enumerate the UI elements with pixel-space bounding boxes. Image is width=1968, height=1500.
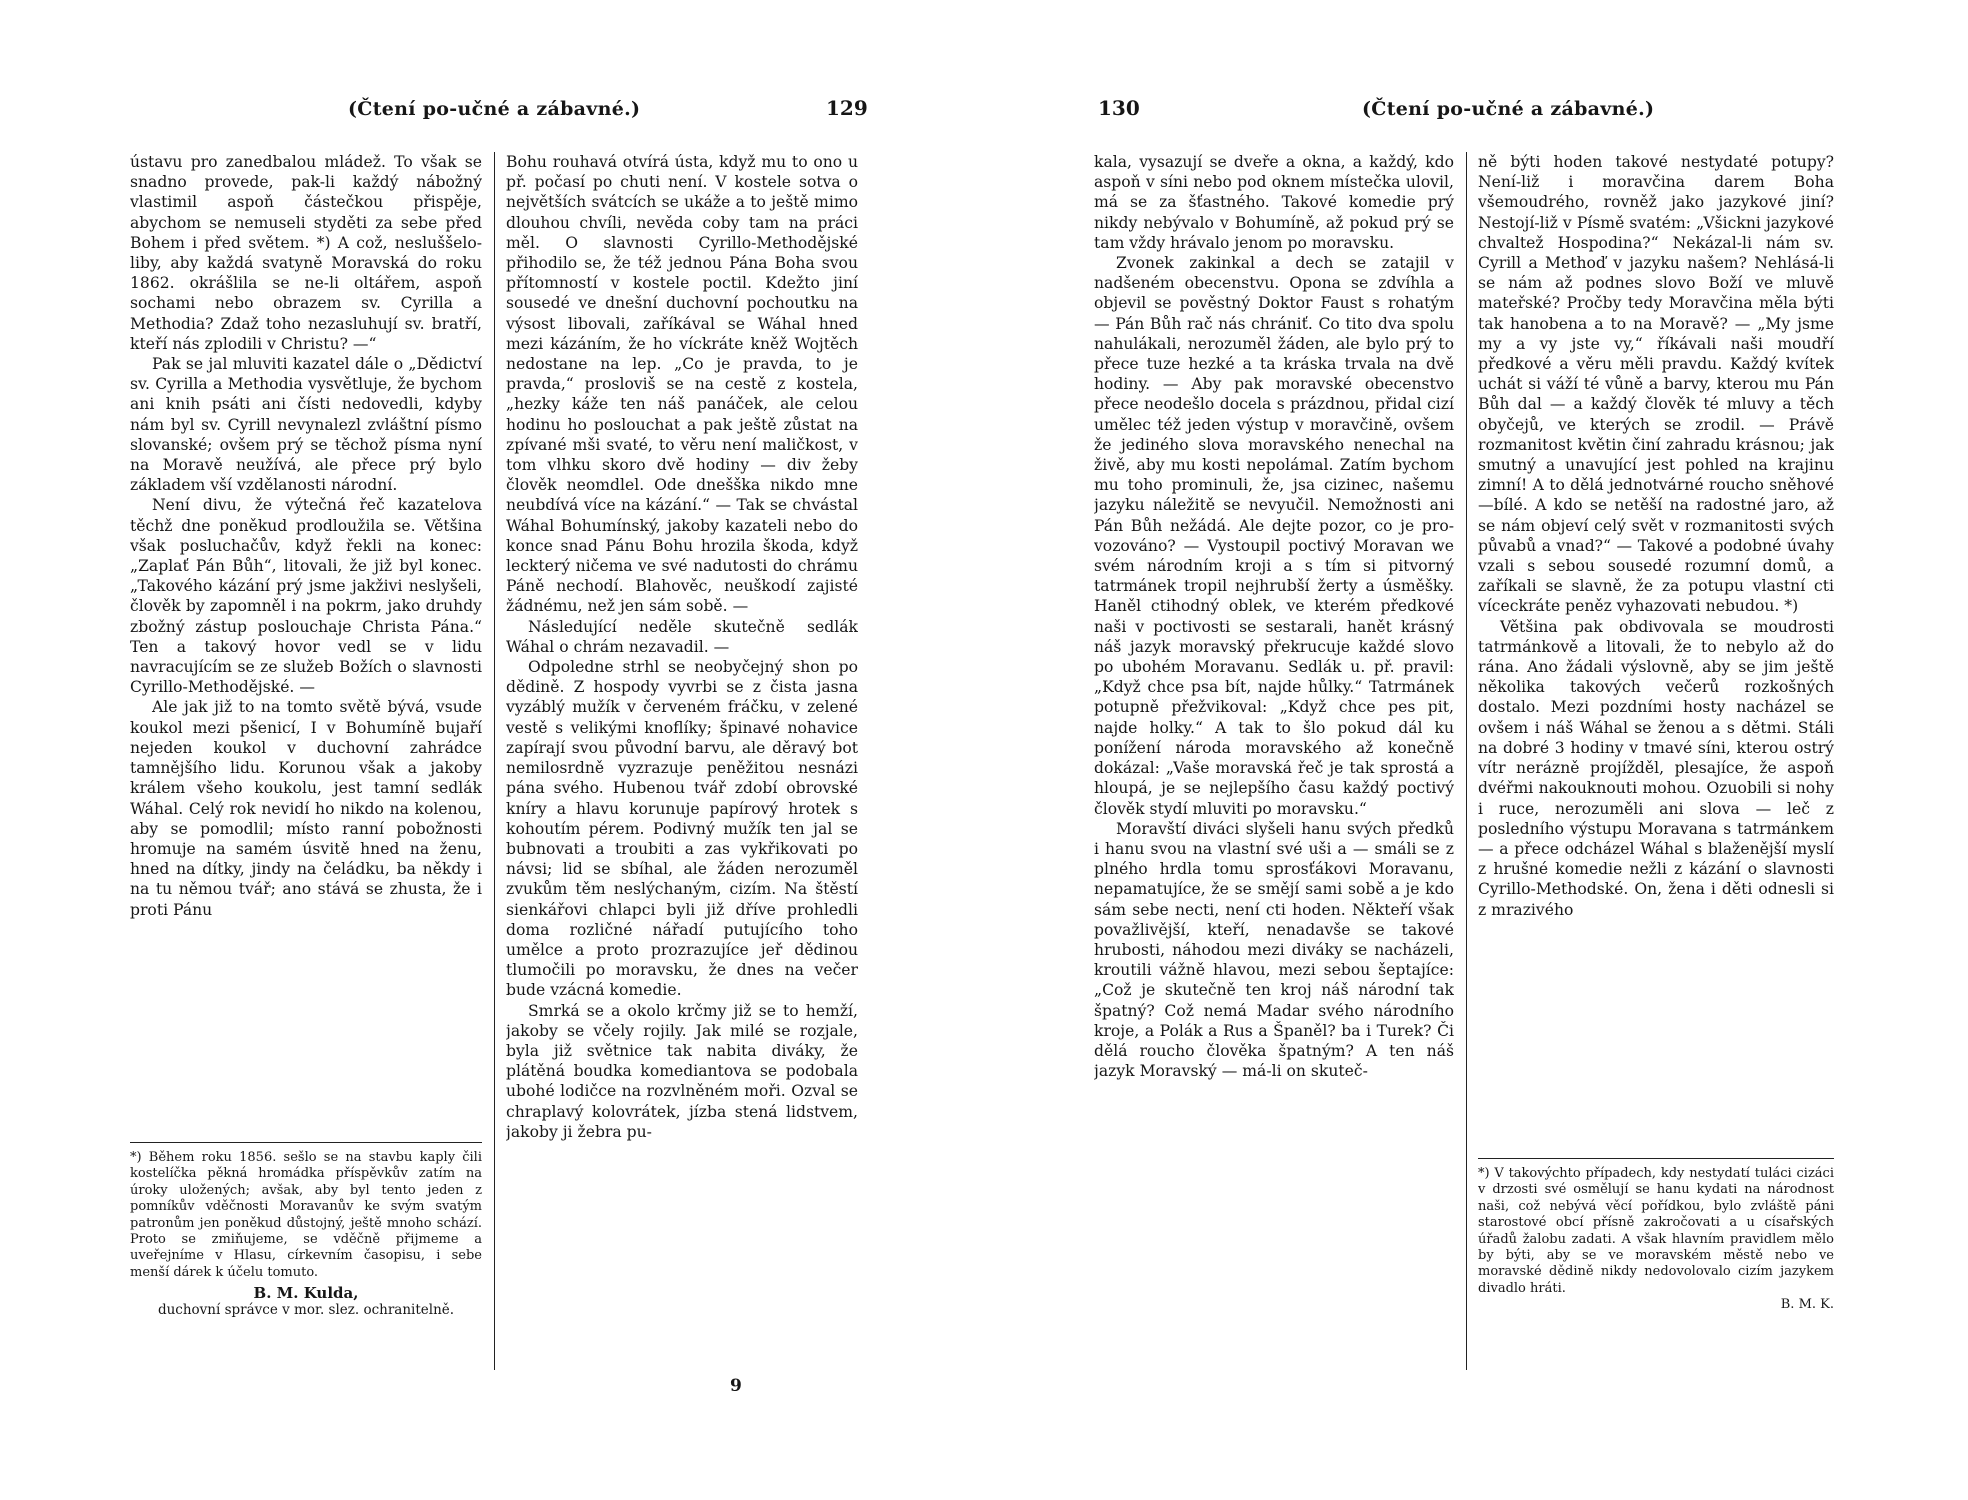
- paragraph: Bohu rouhavá otvírá ústa, když mu to ono u př. počasí po chuti není. V kostele sotva o největších svátcích se ukáže a to ještě mimo dlouhou chvíli, nevěda coby tam na práci měl. O slavnosti Cyrillo-Methodějské přihodilo se, že též jednou Pána Boha svou přítomností v kostele poctil. Kdežto jiní sousedé ve dnešní duchovní pochoutku na výsost libovali, zaříkával se Wáhal hned mezi kázáním, že ho víckráte kněž Wojtěch nedostane na lep. „Co je pravda, to je pravda,“ prosloviš se na cestě z kostela, „hezky káže ten náš panáček, ale celou hodinu ho poslouchat a pak ještě zůstat na zpívané mši svaté, to věru není maličkost, v tom vlhku skoro dvě hodiny — div žeby člověk neomdlel. Ode dnešška nikdo mne neubdívá více na kázání.“ — Tak se chvástal Wáhal Bohumínský, jakoby kazateli nebo do konce snad Pánu Bohu hrozila škoda, když leckterý ničema ve své nadutosti do chrámu Páně nechodí. Blahověc, neuškodí zajisté žádnému, než jen sám sobě. —: [506, 153, 858, 616]
- column-rule: [1466, 152, 1467, 1370]
- right-page: [984, 0, 1968, 1500]
- footnote-rule: [130, 1142, 482, 1143]
- left-column-1: [130, 152, 482, 1130]
- sheet-signature: 9: [730, 1376, 742, 1396]
- footnote-text: *) V takovýchto případech, kdy nestydatí tuláci cizáci v drzosti své osmělují se hanu kydati na národnost naši, což nebývá věcí pořídkou, bylo zvláště páni starostové obcí přísně zakročovati a u císařských úřadů žalobu zadati. A však hlavním pravidlem mělo by býti, aby se ve moravském městě nebo ve moravské dědině nikdy nedovolovalo cizím jazykem divadlo hráti.: [1478, 1166, 1834, 1296]
- paragraph: Následující neděle skutečně sedlák Wáhal o chrám nezavadil. —: [506, 617, 858, 656]
- left-column-2: [506, 152, 858, 1360]
- column-rule: [494, 152, 495, 1370]
- paragraph: Smrká se a okolo krčmy již se to hemží, jakoby se včely rojily. Jak milé se rozjale, byla již světnice tak nabita diváky, že plátěná boudka komediantova se podobala ubohé lodičce na rozvlněném moři. Ozval se chraplavý kolovrátek, jízba stená lidstvem, jakoby ji žebra pu-: [506, 1001, 858, 1141]
- paragraph: Odpoledne strhl se neobyčejný shon po dědině. Z hospody vyvrbi se z čista jasna vyzáblý mužík v červeném fráčku, v zelené vestě s velikými knoflíky; špinavé nohavice zapírají svou původní barvu, ale děravý bot nemilosrdně vyzrazuje peněžitou nesnázi pána svého. Hubenou tvář zdobí obrovské kníry a hlavu korunuje papírový hrotek s kohoutím pérem. Podivný mužík ten jal se bubnovati a troubiti a zas vykřikovati po návsi; lid se sbíhal, ale žáden nerozuměl zvukům těm neslýchaným, cizím. Na štěstí sienkářovi chlapci byli již dříve prohledli doma rozličné nářadí putujícího toho umělce a proto prozrazujíce jeř dědinou tlumočili po moravsku, že dnes na večer bude vzácná komedie.: [506, 658, 858, 1000]
- paragraph: Zvonek zakinkal a dech se zatajil v nadšeném obecenstvu. Opona se zdvíhla a objevil se pověstný Doktor Faust s rohatým — Pán Bůh rač nás chrániť. Co tito dva spolu nahulákali, nerozuměl žáden, ale bylo prý to přece tuze hezké a ta kráska trvala na dvě hodiny. — Aby pak moravské obecenstvo přece neodešlo docela s prázdnou, přidal cizí umělec též jeden výstup v moravčině, ovšem že jediného slova moravského nenechal na živě, aby mu kosti nepolámal. Zatím bychom mu toho prominuli, že, jsa cizinec, našemu jazyku náležitě se nevyučil. Nemožnosti ani Pán Bůh nežádá. Ale dejte pozor, co je pro-vozováno? — Vystoupil poctivý Moravan we svém národním kroji a s tím si pitvorný tatrmánek tropil nejhrubší žerty a úsměšky. Haněl ctihodný oblek, ve kterém předkové naši v poctivosti se sestarali, hanět krásný náš jazyk moravský překrucuje každé slovo po ubohém Moravanu. Sedlák u. př. pravil: „Když chce psa bít, najde hůlky.“ Tatrmánek potupně přežvikoval: „Když chce pes pit, najde holky.“ A tak to šlo pokud dál ku ponížení národa moravského až konečně dokázal: „Vaše moravská řeč je tak sprostá a hloupá, je se nejlepšího času každý poctivý člověk stydí mluviti po moravsku.“: [1094, 254, 1454, 818]
- paragraph: Pak se jal mluviti kazatel dále o „Dědictví sv. Cyrilla a Methodia vysvětluje, že bychom ani knih psáti ani čísti nedovedli, kdyby nám byl sv. Cyrill nevynalezl zvláštní písmo slovanské; ovšem prý se těchož písma nyní na Moravě neužívá, ale přece prý bylo základem vší vzdělanosti národní.: [130, 355, 482, 495]
- right-column-1: [1094, 152, 1454, 1370]
- signature-name: B. M. Kulda,: [253, 1284, 359, 1303]
- footnote-text: *) Během roku 1856. sešlo se na stavbu kaply čili kostelíčka pěkná hromádka příspěvkův zatím na úroky uložených; avšak, aby byl tento jeden z pomníkův vděčnosti Moravanův ke svým svatým patronům jen poněkud důstojný, ještě mnoho schází. Proto se zmiňujeme, se vděčně přijmeme a uveřejníme v Hlasu, církevním časopisu, i sebe menší dárek k účelu tomuto.: [130, 1150, 482, 1280]
- paragraph: ně býti hoden takové nestydaté potupy? Není-liž i moravčina darem Boha všemoudrého, rovněž jako jazykové jiní? Nestojí-liž v Písmě svatém: „Všickni jazykové chvaltež Hospodina?“ Nekázal-li nám sv. Cyrill a Methoď v jazyku našem? Nehlásá-li se nám až podnes slovo Boží ve mluvě mateřské? Pročby tedy Moravčina měla býti tak hanobena a to na Moravě? — „My jsme my a vy jste vy,“ říkávali naši moudří předkové a věru měli pravdu. Každý kvítek uchát si váží té vůně a barvy, kterou mu Pán Bůh dal — a každý člověk té mluvy a těch obyčejů, ve kterých se zrodil. — Právě rozmanitost květin činí zahradu krásnou; jak smutný a unavující jest pohled na krajinu zimní! A to dělá jednotvárné roucho sněhové—bílé. A kdo se netěší na radostné jaro, až se nám objeví celý svět v rozmanitosti svých půvabů a vnad?“ — Takové a podobné úvahy vzali s sebou sousedé rozumní domů, a zaříkali se slavně, že za potupu vlastní cti víceckráte peněz vyhazovati nebudou. *): [1478, 153, 1834, 616]
- page-number-right: 130: [1098, 96, 1140, 120]
- signature-title: duchovní správce v mor. slez. ochranitelně.: [157, 1301, 455, 1318]
- footnote-right: [1478, 1166, 1834, 1362]
- paragraph: Ale jak již to na tomto světě bývá, vsude koukol mezi pšenicí, I v Bohumíně bujaří nejeden koukol v duchovní zahrádce tamnějšího lidu. Korunou však a jakoby králem všeho koukolu, jest tamní sedlák Wáhal. Celý rok nevidí ho nikdo na kolenou, aby se pomodlil; místo ranní pobožnosti hromuje na samém úsvitě hned na ženu, hned na dítky, jindy na čeládku, ba někdy i na tu němou tvář; ano stává se zhusta, že i proti Pánu: [130, 698, 482, 919]
- signature: B. M. K.: [1780, 1297, 1834, 1313]
- paragraph: Není divu, že výtečná řeč kazatelova těchž dne poněkud prodloužila se. Většina však posluchačův, když řekli na konec: „Zaplať Pán Bůh“, litovali, že již byl konec. „Takového kázání prý jsme jakživi neslyšeli, člověk by zapomněl i na pokrm, jako druhdy zbožný zástup poslouchaje Christa Pána.“ Ten a takový hovor vedl se v lidu navracujícím se ze služeb Božích o slavnosti Cyrillo-Methodějské. —: [130, 496, 482, 697]
- page-number-left: 129: [826, 96, 868, 120]
- footnote-left: [130, 1150, 482, 1380]
- footnote-rule: [1478, 1158, 1834, 1159]
- paragraph: Moravští diváci slyšeli hanu svých předků i hanu svou na vlastní své uši a — smáli se z plného hrdla tomu sprosťákovi Moravanu, nepamatujíce, že se smějí sami sobě a je kdo sám sebe necti, není cti hoden. Někteří však považlivější, kteří, nenadavše se takové hrubosti, náhodou mezi diváky se nacházeli, kroutili vážně hlavou, mezi sebou šeptajíce: „Což je skutečně ten kroj náš národní tak špatný? Což nemá Madar svého národního kroje, a Polák a Rus a Španěl? ba i Turek? Či dělá roucho člověka špatným? A ten náš jazyk Moravský — má-li on skuteč-: [1094, 819, 1454, 1081]
- running-head-left: (Čtení po-učné a zábavné.): [348, 98, 641, 120]
- paragraph: Většina pak obdivovala se moudrosti tatrmánkově a litovali, že to nebylo až do rána. Ano žádali výslovně, aby se jim ještě několika takových večerů rozkošných dostalo. Mezi pozdními hosty nacházel se ovšem i náš Wáhal se ženou a s dětmi. Stáli na dobré 3 hodiny v tmavé síni, kterou ostrý vítr nerázně projížděl, plesajíce, že aspoň dvéřmi nakouknouti mohou. Ozuobili si nohy i ruce, nerozuměli ani slova — leč z posledního výstupu Moravana s tatrmánkem — a přece odcházel Wáhal s blaženější myslí z hrušné komedie nežli z kázání o slavnosti Cyrillo-Methodské. On, žena i děti odnesli si z mrazivého: [1478, 617, 1834, 919]
- paragraph: kala, vysazují se dveře a okna, a každý, kdo aspoň v síni nebo pod oknem místečka ulovil, má se za šťastného. Takové komedie prý nikdy nebývalo v Bohumíně, až pokud prý se tam vždy hrávalo jenom po moravsku.: [1094, 153, 1454, 252]
- right-column-2: [1478, 152, 1834, 1146]
- running-head-right: (Čtení po-učné a zábavné.): [1362, 98, 1655, 120]
- paragraph: ústavu pro zanedbalou mládež. To však se snadno provede, pak-li každý nábožný vlastimil aspoň částečkou přispěje, abychom se nemuseli styděti za sebe před Bohem i před světem. *) A což, nesluššelo-liby, aby každá svatyně Moravská do roku 1862. okrášlila se ne-li oltářem, aspoň sochami nebo obrazem sv. Cyrilla a Methodia? Zdaž toho nezasluhují sv. bratří, kteří nás zplodili v Christu? —“: [130, 153, 482, 353]
